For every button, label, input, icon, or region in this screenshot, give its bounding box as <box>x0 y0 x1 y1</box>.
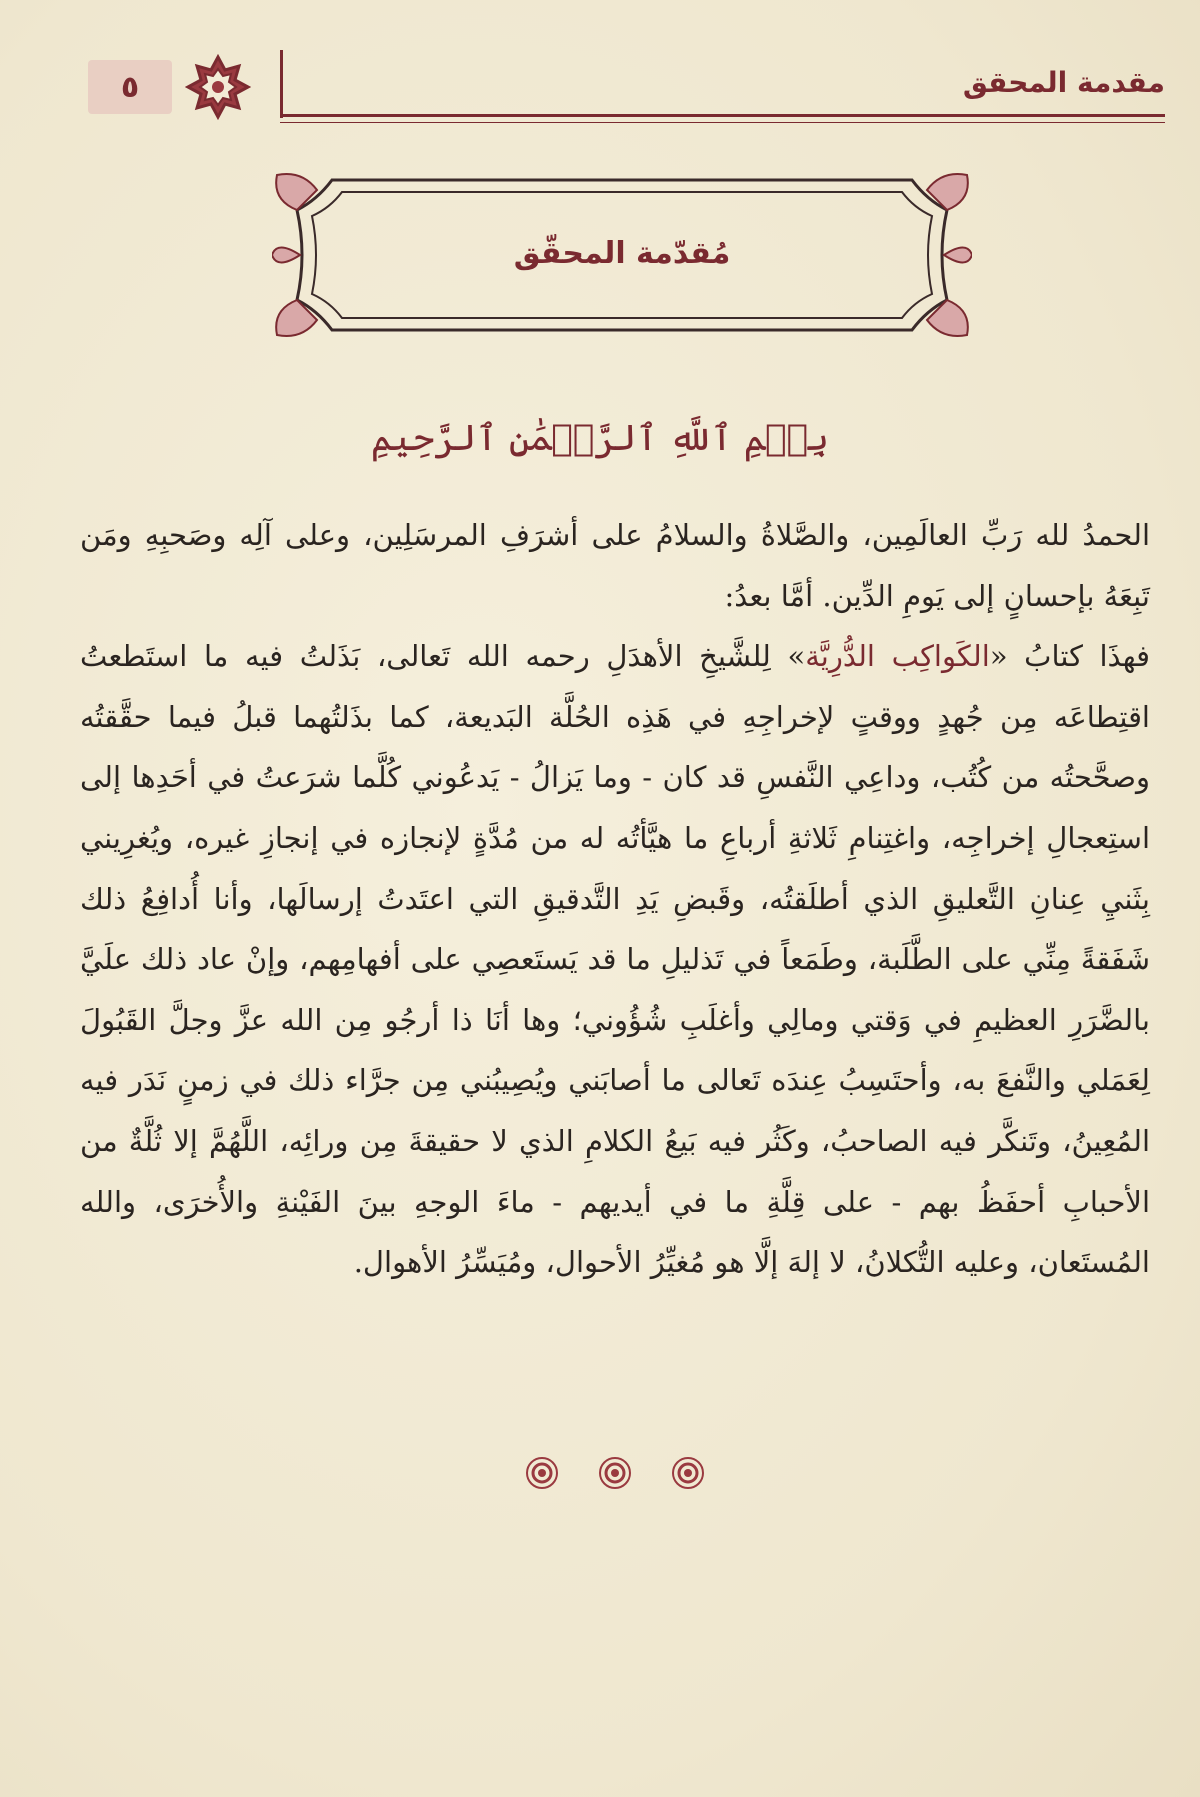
body-text <box>80 505 1150 1293</box>
running-title: مقدمة المحقق <box>962 66 1165 99</box>
chapter-title: مُقدّمة المحقّق <box>513 236 731 271</box>
header-rule-stub <box>280 50 283 118</box>
paragraph-2 <box>80 626 1150 1293</box>
flower-ornament-icon <box>671 1456 705 1490</box>
section-end-ornaments <box>525 1456 705 1496</box>
book-title: الكَواكِب الدُّرِيَّة <box>805 639 990 674</box>
page-header <box>80 50 1165 130</box>
header-rule-thin <box>280 122 1165 123</box>
flower-ornament-icon <box>525 1456 559 1490</box>
page-number: ٥ <box>88 60 172 114</box>
paragraph-2-rest: » لِلشَّيخِ الأهدَلِ رحمه الله تَعالى، بَذَلتُ فيه ما استَطعتُ اقتِطاعَه مِن جُهدٍ ووقتٍ لإخراجِهِ في هَذِه الحُلَّة البَديعة، كما بذَلتُهما قبلُ فيما حقَّقتُه وصحَّحتُه من كُتُب، وداعِي النَّفسِ قد كان - وما يَزالُ - يَدعُوني كُلَّما شرَعتُ في أحَدِها إلى استِعجالِ إخراجِه، واغتِنامِ ثَلاثةِ أرباعِ ما هيَّأتُه له من مُدَّةٍ لإنجازه في إنجازِ غيره، ويُغرِيني بِثَنيِ عِنانِ التَّعليقِ الذي أطلَقتُه، وقَبضِ يَدِ التَّدقيقِ التي اعتَدتُ إرسالَها، وأنا أُدافِعُ ذلك شَفَقةً مِنِّي على الطَّلَبة، وطَمَعاً في تَذليلِ ما قد يَستَعصِي على أفهامِهم، وإنْ عاد ذلك علَيَّ بالضَّرَرِ العظيمِ في وَقتي ومالِي وأغلَبِ شُؤُوني؛ وها أنَا ذا أرجُو مِن الله عزَّ وجلَّ القَبُولَ لِعَمَلي والنَّفعَ به، وأحتَسِبُ عِندَه تَعالى ما أصابَني ويُصِيبُني مِن جرَّاء ذلك في زمنٍ نَدَر فيه المُعِينُ، وتَنكَّر فيه الصاحبُ، وكَثُر فيه بَيعُ الكلامِ الذي لا حقيقةَ مِن ورائِه، اللَّهُمَّ إلا ثُلَّةٌ من الأحبابِ أحفَظُ بهم - على قِلَّةِ ما في أيديهم - ماءَ الوجهِ بينَ الفَيْنةِ والأُخرَى، والله المُستَعان، وعليه التُّكلانُ، لا إلهَ إلَّا هو مُغيِّرُ الأحوال، ومُيَسِّرُ الأهوال. <box>80 639 1150 1280</box>
rosette-ornament-icon <box>185 54 251 120</box>
paragraph-1: الحمدُ لله رَبِّ العالَمِين، والصَّلاةُ والسلامُ على أشرَفِ المرسَلِين، وعلى آلِه وصَحبِهِ ومَن تَبِعَهُ بإحسانٍ إلى يَومِ الدِّين. أمَّا بعدُ: <box>80 518 1150 613</box>
header-rule-thick <box>280 114 1165 117</box>
basmala: بِسۡمِ ٱللَّهِ ٱلرَّحۡمَٰنِ ٱلرَّحِيمِ <box>370 418 830 459</box>
flower-ornament-icon <box>598 1456 632 1490</box>
chapter-title-frame <box>272 160 972 350</box>
paragraph-2-prefix: فهذَا كتابُ « <box>989 639 1150 674</box>
